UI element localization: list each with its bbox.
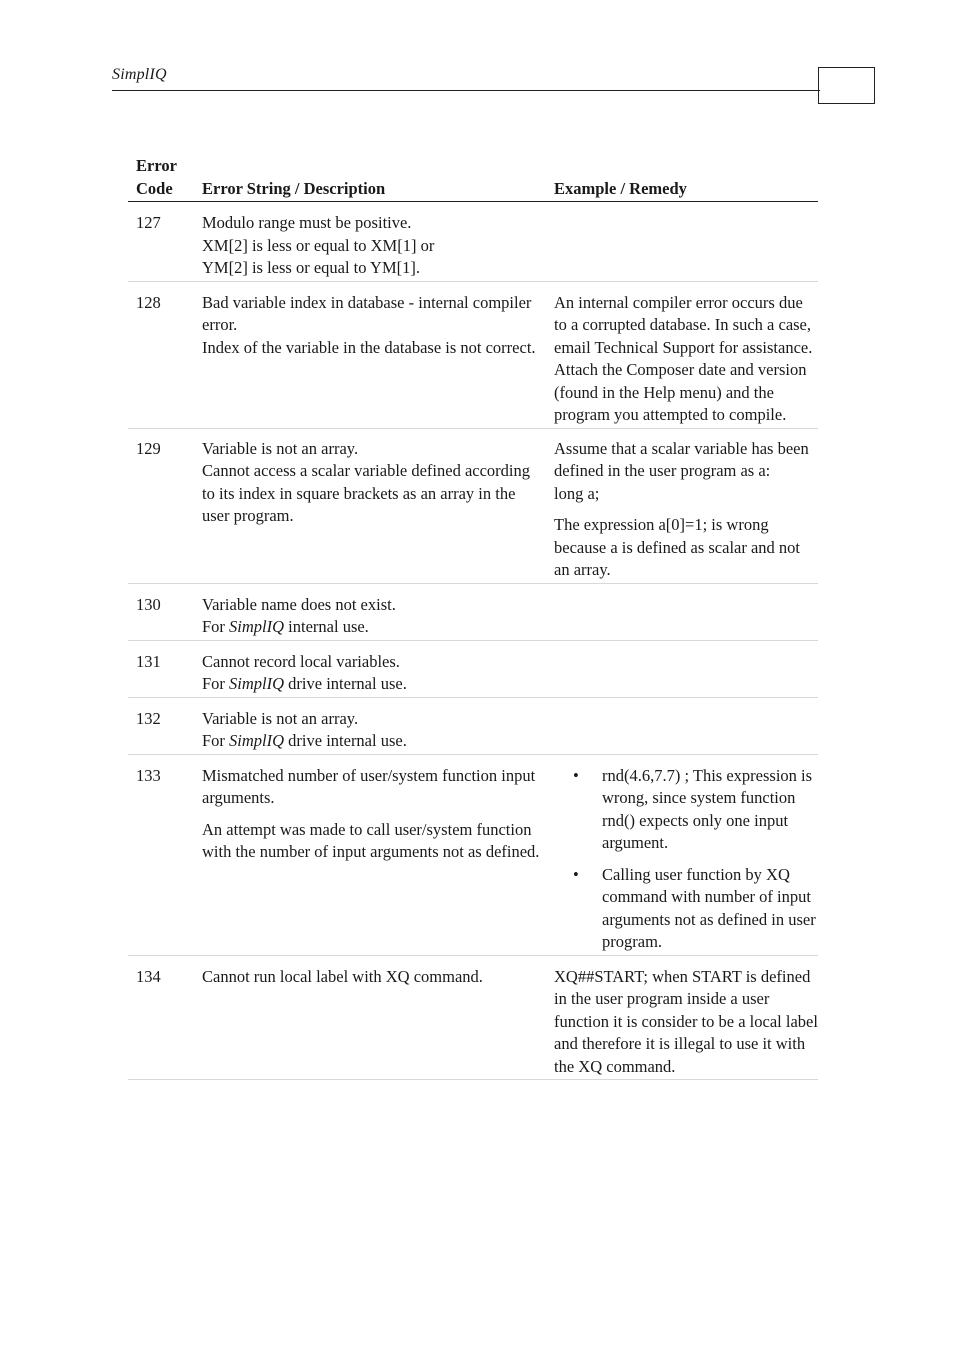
error-code: 133 bbox=[136, 765, 161, 785]
remedy-bullet-list bbox=[546, 765, 818, 954]
error-code: 131 bbox=[136, 651, 161, 671]
table-row bbox=[128, 755, 818, 956]
error-code-table bbox=[128, 155, 818, 1080]
error-description: Modulo range must be positive. XM[2] is less or equal to XM[1] or YM[2] is less or equal to YM[1]. bbox=[202, 213, 435, 277]
table-row bbox=[128, 698, 818, 755]
error-description: Variable is not an array. For SimplIQ drive internal use. bbox=[202, 708, 407, 750]
error-description: Bad variable index in database - internal compiler error. Index of the variable in the database is not correct. bbox=[202, 292, 536, 357]
error-code: 129 bbox=[136, 438, 161, 458]
table-row bbox=[128, 282, 818, 429]
error-description: Variable name does not exist. For SimplIQ internal use. bbox=[202, 594, 396, 636]
page-number-box bbox=[818, 67, 875, 104]
error-remedy bbox=[546, 594, 818, 639]
error-code: 127 bbox=[136, 213, 161, 232]
column-header-code: Error Code bbox=[136, 156, 177, 198]
remedy-bullet: • rnd(4.6,7.7) ; This expression is wrong, since system function rnd() expects only one input argument. bbox=[546, 765, 818, 855]
table-row bbox=[128, 956, 818, 1081]
table-row bbox=[128, 641, 818, 698]
error-code: 128 bbox=[136, 292, 161, 312]
error-description: Cannot run local label with XQ command. bbox=[202, 966, 483, 986]
error-code: 134 bbox=[136, 966, 161, 986]
table-row bbox=[128, 584, 818, 641]
brand-name: SimplIQ bbox=[229, 731, 285, 750]
error-code: 132 bbox=[136, 708, 161, 728]
column-header-description: Error String / Description bbox=[202, 178, 386, 198]
brand-name: SimplIQ bbox=[229, 617, 285, 636]
error-remedy: XQ##START; when START is defined in the user program inside a user function it is consider to be a local label and therefore it is illegal to use it with the XQ command. bbox=[554, 966, 818, 1076]
remedy-bullet: • Calling user function by XQ command with number of input arguments not as defined in user program. bbox=[546, 864, 818, 954]
error-remedy: An internal compiler error occurs due to a corrupted database. In such a case, email Technical Support for assistance. Attach the Composer date and version (found in the Help menu) and the program you attempted to compile. bbox=[554, 292, 813, 424]
table-row bbox=[128, 202, 818, 282]
error-description: Cannot record local variables. For SimplIQ drive internal use. bbox=[202, 651, 407, 693]
error-remedy bbox=[546, 708, 818, 753]
table-row bbox=[128, 429, 818, 584]
error-remedy bbox=[546, 651, 818, 696]
running-header-title: SimplIQ bbox=[112, 66, 167, 83]
error-remedy: Assume that a scalar variable has been defined in the user program as a: long a; The expression a[0]=1; is wrong because a is defined as scalar and not an array. bbox=[554, 438, 809, 579]
error-code: 130 bbox=[136, 594, 161, 614]
header-rule bbox=[112, 90, 820, 91]
table-header bbox=[128, 155, 818, 202]
error-remedy bbox=[546, 765, 818, 954]
error-description: Variable is not an array. Cannot access a scalar variable defined according to its index in square brackets as an array in the user program. bbox=[202, 438, 531, 525]
error-description: Mismatched number of user/system function input arguments. An attempt was made to call user/system function with the number of input arguments not as defined. bbox=[202, 765, 540, 861]
error-remedy bbox=[546, 212, 818, 280]
column-header-remedy: Example / Remedy bbox=[554, 178, 687, 198]
brand-name: SimplIQ bbox=[229, 674, 285, 693]
